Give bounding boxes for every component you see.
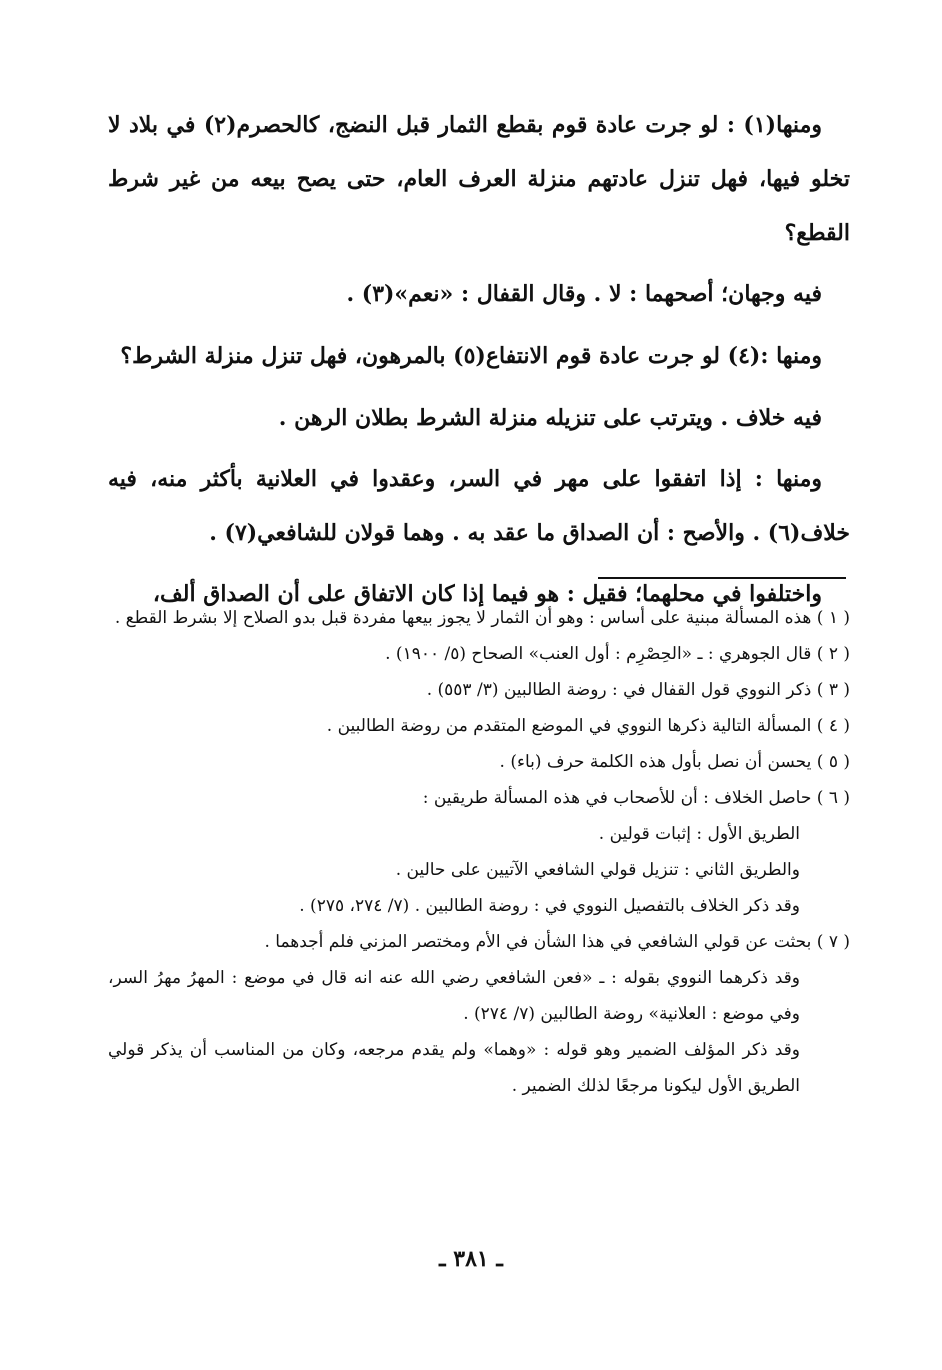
footnote-2: ( ٢ ) قال الجوهري : ـ «الحِصْرِم : أول العنب» الصحاح (٥/ ١٩٠٠) . (385, 644, 850, 664)
footnote-3: ( ٣ ) ذكر النووي قول القفال في : روضة الطالبين (٣/ ٥٥٣) . (426, 680, 850, 700)
footnote-7: ( ٧ ) بحثت عن قولي الشافعي في هذا الشأن في الأم ومختصر المزني فلم أجدهما . (264, 932, 850, 952)
footnote-6-line-c: وقد ذكر الخلاف بالتفصيل النووي في : روضة الطالبين . (٧/ ٢٧٤، ٢٧٥) . (299, 896, 800, 916)
footnote-6: ( ٦ ) حاصل الخلاف : أن للأصحاب في هذه المسألة طريقين : (422, 788, 850, 808)
footnote-4: ( ٤ ) المسألة التالية ذكرها النووي في الموضع المتقدم من روضة الطالبين . (326, 716, 850, 736)
paragraph-3: ومنها :(٤) لو جرت عادة قوم الانتفاع(٥) بالمرهون، فهل تنزل منزلة الشرط؟ (120, 343, 822, 369)
paragraph-1: ومنها(١) : لو جرت عادة قوم بقطع الثمار قبل النضج، كالحصرم(٢) في بلاد لا تخلو فيها، فهل تنزل عادتهم منزلة العرف العام، حتى يصح بيعه من غير شرط القطع؟ (108, 112, 850, 246)
paragraph-6: واختلفوا في محلهما؛ فقيل : هو فيما إذا كان الاتفاق على أن الصداق ألف، (152, 581, 822, 607)
footnote-6-line-a: الطريق الأول : إثبات قولين . (598, 824, 800, 844)
main-text (108, 98, 850, 628)
paragraph-4: فيه خلاف . ويترتب على تنزيله منزلة الشرط بطلان الرهن . (278, 405, 822, 431)
footnote-1: ( ١ ) هذه المسألة مبنية على أساس : وهو أن الثمار لا يجوز بيعها مفردة قبل بدو الصلاح إلا بشرط القطع . (114, 608, 850, 628)
footnote-separator (598, 577, 846, 579)
page-number: ـ ٣٨١ ـ (439, 1246, 503, 1272)
footnote-5: ( ٥ ) يحسن أن نصل بأول هذه الكلمة حرف (باء) . (499, 752, 850, 772)
footnote-6-line-b: والطريق الثاني : تنزيل قولي الشافعي الآتيين على حالين . (395, 860, 800, 880)
paragraph-5: ومنها : إذا اتفقوا على مهر في السر، وعقدوا في العلانية بأكثر منه، فيه خلاف(٦) . والأصح : أن الصداق ما عقد به . وهما قولان للشافعي(٧) . (108, 466, 850, 546)
footnotes (108, 600, 850, 1104)
footnote-7-line-b: وقد ذكر المؤلف الضمير وهو قوله : «وهما» ولم يقدم مرجعه، وكان من المناسب أن يذكر قولي الطريق الأول ليكونا مرجعًا لذلك الضمير . (108, 1040, 800, 1096)
footnote-7-line-a: وقد ذكرهما النووي بقوله : ـ «فعن الشافعي رضي الله عنه انه قال في موضع : المهرُ مهرُ السر، وفي موضع : العلانية» روضة الطالبين (٧/ ٢٧٤) . (108, 968, 800, 1024)
paragraph-2: فيه وجهان؛ أصحهما : لا . وقال القفال : «نعم»(٣) . (346, 281, 822, 307)
